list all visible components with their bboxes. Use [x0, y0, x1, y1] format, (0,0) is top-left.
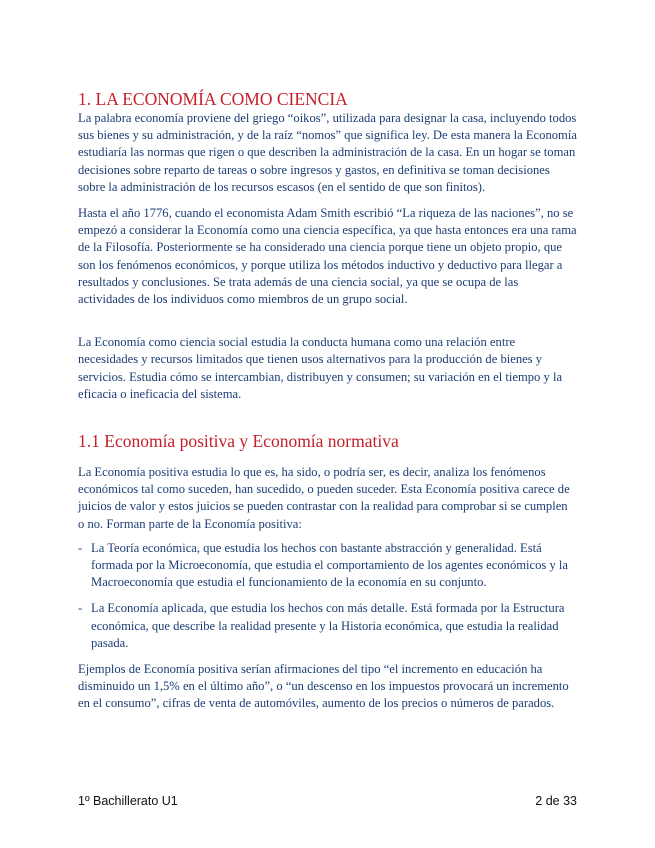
page-footer — [78, 794, 577, 808]
paragraph-oikos: La palabra economía proviene del griego “oikos”, utilizada para designar la casa, incluyendo todos sus bienes y su administración, y de la raíz “nomos” que significa ley. De esta manera la Economía estudiaría las normas que rigen o que describen la administración de la casa. En un hogar se toman decisiones sobre reparto de tareas o sobre ingresos y gastos, en definitiva se toman decisiones sobre la administración de los recursos escasos (en el sentido de que son finitos). — [78, 111, 577, 194]
positive-economy-list — [78, 540, 577, 652]
dash-bullet: - — [78, 540, 83, 555]
footer-course: 1º Bachillerato U1 — [78, 794, 178, 808]
list-item — [78, 600, 577, 652]
page-number: 2 de 33 — [535, 794, 577, 808]
dash-bullet: - — [78, 601, 83, 616]
paragraph-examples: Ejemplos de Economía positiva serían afirmaciones del tipo “el incremento en educación ha disminuido un 1,5% en el último año”, o “un descenso en los impuestos provocará un incremento en el consumo”, cifras de venta de automóviles, aumento de los precios o números de parados. — [78, 662, 569, 711]
list-item-text: La Economía aplicada, que estudia los hechos con más detalle. Está formada por la Estructura económica, que describe la realidad presente y la Historia económica, que estudia la realidad pasada. — [91, 601, 565, 650]
section-title: 1. LA ECONOMÍA COMO CIENCIA — [78, 89, 348, 109]
list-item-text: La Teoría económica, que estudia los hechos con bastante abstracción y generalidad. Está formada por la Microeconomía, que estudia el comportamiento de los agentes económicos y la Macroeconomía que estudia el funcionamiento de la economía en su conjunto. — [91, 540, 569, 590]
subsection-title: 1.1 Economía positiva y Economía normativa — [78, 431, 399, 452]
list-item — [78, 540, 577, 592]
paragraph-positive-economy: La Economía positiva estudia lo que es, ha sido, o podría ser, es decir, analiza los fenómenos económicos tal como suceden, han sucedido, o pueden suceder. Esta Economía positiva carece de juicios de valor y estos juicios se pueden contrastar con la realidad para comprobar si se cumplen o no. Forman parte de la Economía positiva: — [78, 465, 570, 531]
paragraph-adam-smith: Hasta el año 1776, cuando el economista Adam Smith escribió “La riqueza de las naciones”, no se empezó a considerar la Economía como una ciencia específica, ya que hasta entonces era una rama de la Filosofía. Posteriormente se ha considerado una ciencia porque tiene un objeto propio, que son los fenómenos económicos, y porque utiliza los métodos inductivo y deductivo para llegar a resultados y conclusiones. Se trata además de una ciencia social, ya que se ocupa de las actividades de los individuos como miembros de un grupo social. — [78, 206, 577, 307]
paragraph-social-science: La Economía como ciencia social estudia la conducta humana como una relación entre necesidades y recursos limitados que tienen usos alternativos para la producción de bienes y servicios. Estudia cómo se intercambian, distribuyen y consumen; su variación en el tiempo y la eficacia o ineficacia del sistema. — [78, 335, 563, 401]
